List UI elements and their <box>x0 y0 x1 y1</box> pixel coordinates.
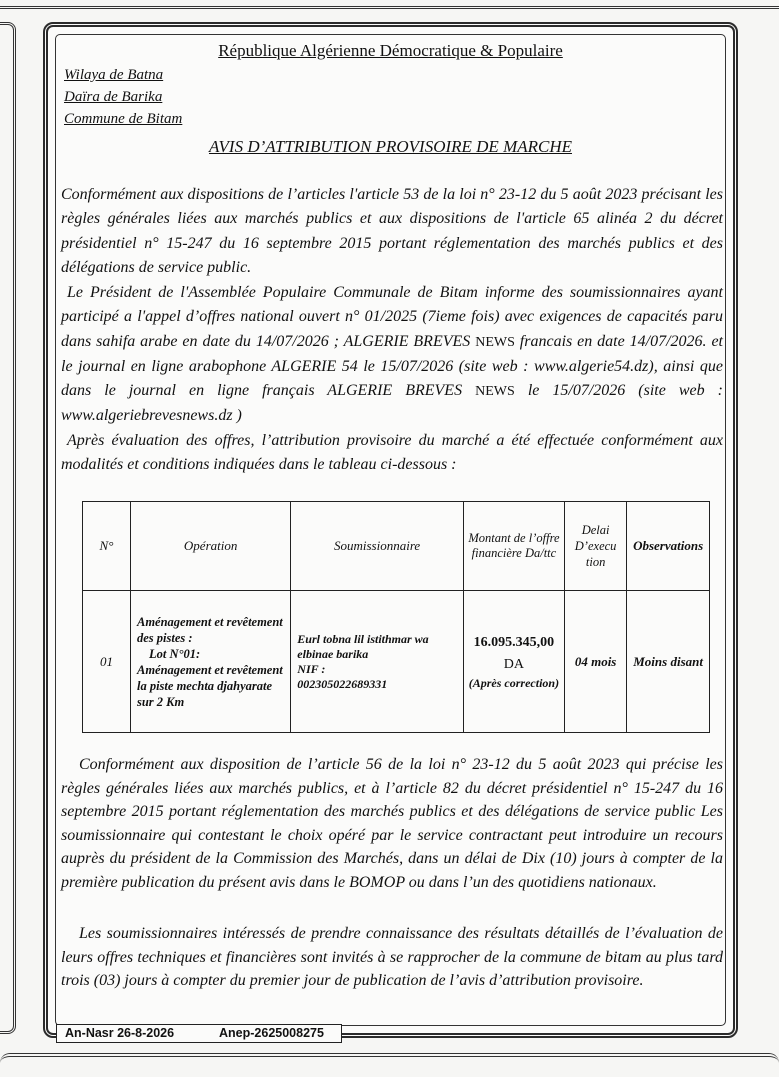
adjacent-column-border <box>0 22 16 1034</box>
commune-label: Commune de Bitam <box>64 111 183 127</box>
notice-frame <box>43 22 738 1038</box>
anep-reference: Anep-2625008275 <box>219 1026 324 1040</box>
wilaya-label: Wilaya de Batna <box>64 67 164 83</box>
header-bidder: Soumissionnaire <box>291 502 464 591</box>
row-delay: 04 mois <box>564 591 626 733</box>
daira-label: Daïra de Barika <box>64 89 163 105</box>
row-number: 01 <box>83 591 131 733</box>
table-header-row <box>83 502 710 591</box>
closing-paragraph-2: Les soumissionnaires intéressés de prendre connaissance des résultats détaillés de l’évaluation de leurs offres techniques et financières sont invités à se rapprocher de la commune de bitam au plus tard trois (03) jours à compter du premier jour de publication de l’avis d’attribution provisoire. <box>61 925 723 990</box>
closing-paragraph-1: Conformément aux disposition de l’article 56 de la loi n° 23-12 du 5 août 2023 qui précise les règles générales liées aux marchés publics, et à l’article 82 du décret présidentiel n° 15-247 du 16 septembre 2015 portant réglementation des marchés publics et des délégations de service public Les soumissionnaire qui contestant le choix opéré par le service contractant peut introduire un recours auprès du président de la Commission des Marchés, dans un délai de Dix (10) jours à compter de la première publication du présent avis dans le BOMOP ou dans l’un des quotidiens nationaux. <box>61 756 723 891</box>
notice-heading: AVIS D’ATTRIBUTION PROVISOIRE DE MARCHE <box>208 137 572 156</box>
republic-title: République Algérienne Démocratique & Populaire <box>218 41 563 60</box>
header-delay: Delai D’execu tion <box>564 502 626 591</box>
intro-paragraph-2: Le Président de l'Assemblée Populaire Communale de Bitam informe des soumissionnaires ayant participé a l'appel d’offres national ouvert n° 01/2025 (7ieme fois) avec exigences de capacités paru dans sahifa arabe en date du 14/07/2026 ; ALGERIE BREVES NEWS francais en date 14/07/2026. et le journal en ligne arabophone ALGERIE 54 le 15/07/2026 (site web : www.algerie54.dz), ainsi que dans le journal en ligne français ALGERIE BREVES NEWS le 15/07/2026 (site web : www.algeriebrevesnews.dz ) <box>61 284 724 425</box>
header-observations: Observations <box>627 502 710 591</box>
table-row <box>83 591 710 733</box>
row-observations: Moins disant <box>627 591 710 733</box>
row-bidder: Eurl tobna lil istithmar wa elbinae barika NIF : 002305022689331 <box>291 591 464 733</box>
header-number: N° <box>83 502 131 591</box>
publication-source: An-Nasr 26-8-2026 <box>65 1026 175 1040</box>
header-amount: Montant de l’offre financière Da/ttc <box>463 502 564 591</box>
row-operation: Aménagement et revêtement des pistes : Lot N°01: Aménagement et revêtement la piste mechta djahyarate sur 2 Km <box>130 591 290 733</box>
intro-paragraph-1: Conformément aux dispositions de l’articles l'article 53 de la loi n° 23-12 du 5 août 2023 précisant les règles générales liées aux marchés publics et aux dispositions de l'article 65 alinéa 2 du décret présidentiel n° 15-247 du 16 septembre 2015 portant réglementation des marchés publics et des délégations de service public. <box>61 186 723 276</box>
publication-footer <box>56 1024 342 1043</box>
next-ad-border <box>0 1053 779 1077</box>
header-operation: Opération <box>130 502 290 591</box>
award-table <box>82 501 710 733</box>
top-border-rule <box>0 0 779 9</box>
row-amount: 16.095.345,00 DA (Après correction) <box>463 591 564 733</box>
intro-paragraph-3: Après évaluation des offres, l’attribution provisoire du marché a été effectuée conformément aux modalités et conditions indiquées dans le tableau ci-dessous : <box>61 432 723 474</box>
